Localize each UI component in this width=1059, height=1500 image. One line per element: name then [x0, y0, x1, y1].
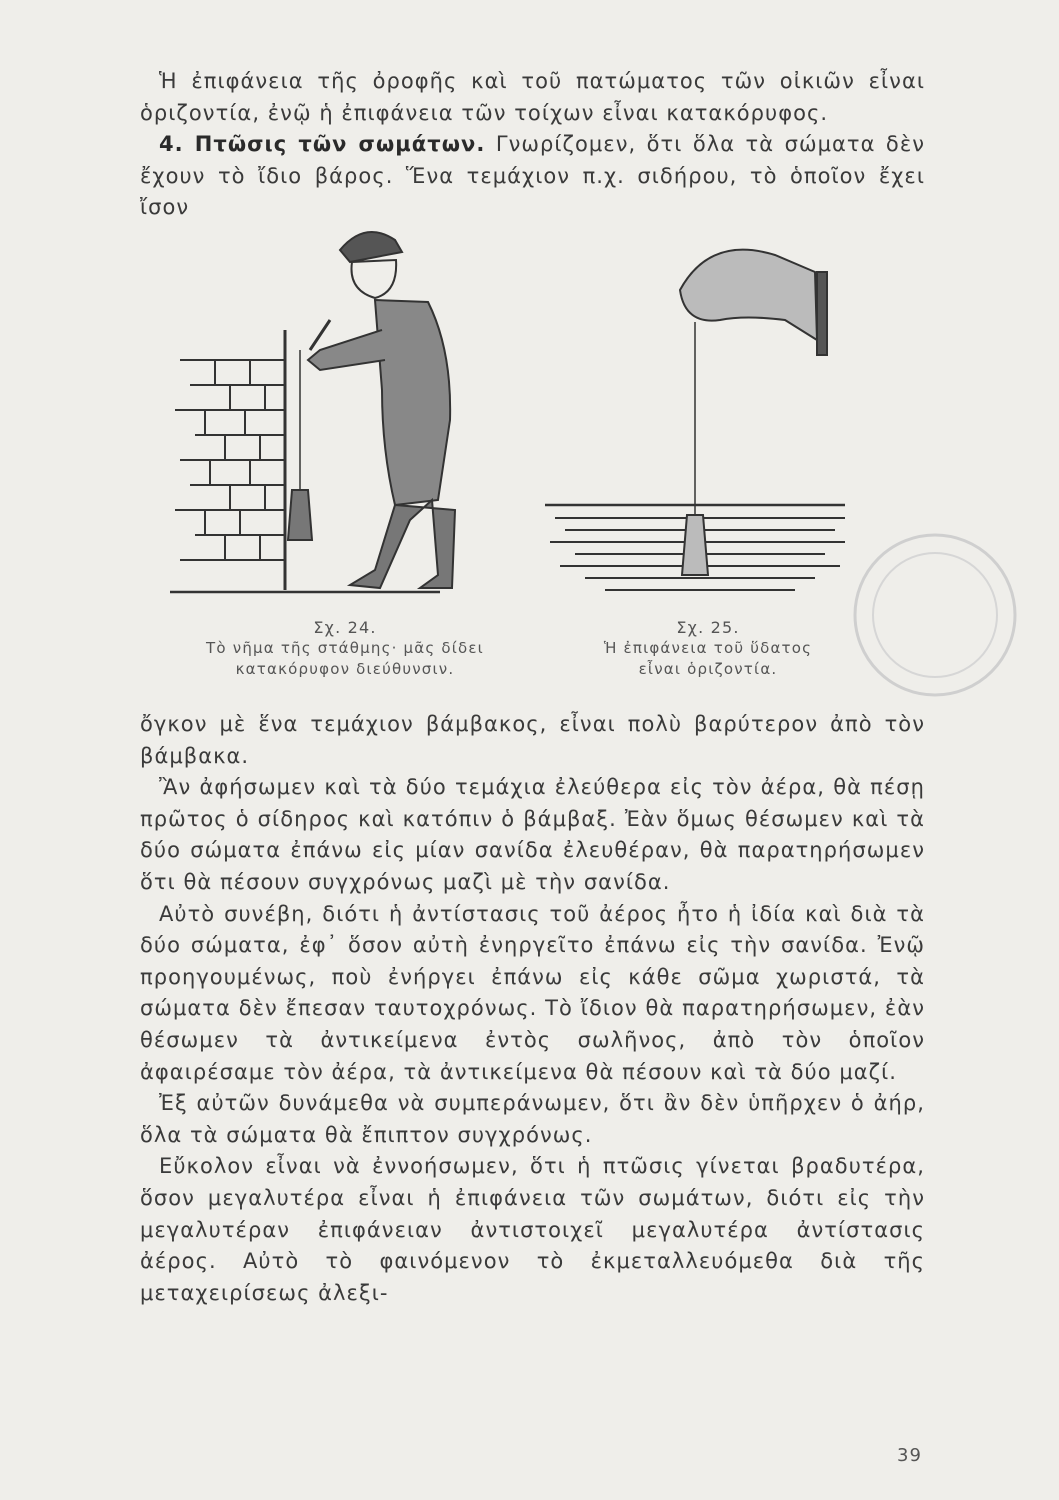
library-stamp: [835, 515, 1035, 715]
figure-25-caption-line2: εἶναι ὁριζοντία.: [638, 660, 778, 678]
paragraph-air-resistance: Αὐτὸ συνέβη, διότι ἡ ἀντίστασις τοῦ ἀέρος ἦτο ἡ ἰδία καὶ διὰ τὰ δύο σώματα, ἐφ᾽ ὅσον αὐτὴ ἐνηργεῖτο ἐπάνω εἰς τὴν σανίδα. Ἐνῷ προηγουμένως, ποὺ ἐνήργει ἐπάνω εἰς κάθε σῶμα χωριστά, τὰ σώματα δὲν ἔπεσαν ταυτοχρόνως. Τὸ ἴδιον θὰ παρατηρήσωμεν, ἐὰν θέσωμεν τὰ ἀντικείμενα ἐντὸς σωλῆνος, ἀπὸ τὸν ὁποῖον ἀφαιρέσαμε τὸν ἀέρα, τὰ ἀντικείμενα θὰ πέσουν καὶ τὰ δύο μαζί.: [140, 901, 925, 1084]
top-text-block: [140, 66, 925, 224]
paragraph-continuation: ὄγκον μὲ ἕνα τεμάχιον βάμβακος, εἶναι πολὺ βαρύτερον ἀπὸ τὸν βάμβακα.: [140, 712, 925, 768]
figure-24-number: Σχ. 24.: [313, 618, 377, 637]
section-heading: 4. Πτῶσις τῶν σωμάτων.: [159, 132, 486, 157]
figure-25-number: Σχ. 25.: [676, 618, 740, 637]
paragraph-iron-cotton: Ἂν ἀφήσωμεν καὶ τὰ δύο τεμάχια ἐλεύθερα εἰς τὸν ἀέρα, θὰ πέσῃ πρῶτος ὁ σίδηρος καὶ κατόπιν ὁ βάμβαξ. Ἐὰν ὅμως θέσωμεν καὶ τὰ δύο σώματα ἐπάνω εἰς μίαν σανίδα ἐλευθέραν, θὰ παρατηρήσωμεν ὅτι θὰ πέσουν συγχρόνως μαζὶ μὲ τὴν σανίδα.: [140, 775, 925, 894]
figure-24-caption: [165, 617, 525, 680]
page-number: 39: [897, 1445, 922, 1466]
figure-25-caption: [568, 617, 848, 680]
plumb-line-illustration: [170, 220, 460, 610]
paragraph-surface-area: Εὔκολον εἶναι νὰ ἐννοήσωμεν, ὅτι ἡ πτῶσις γίνεται βραδυτέρα, ὅσον μεγαλυτέρα εἶναι ἡ ἐπιφάνεια τῶν σωμάτων, διότι εἰς τὴν μεγαλυτέραν ἐπιφάνειαν ἀντιστοιχεῖ μεγαλυτέρα ἀντίστασις ἀέρος. Αὐτὸ τὸ φαινόμενον τὸ ἐκμεταλλευόμεθα διὰ τῆς μεταχειρίσεως ἀλεξι-: [140, 1154, 925, 1305]
figure-24-caption-line1: Τὸ νῆμα τῆς στάθμης· μᾶς δίδει: [206, 639, 484, 657]
bottom-text-block: [140, 709, 925, 1309]
paragraph-fall-of-bodies: [140, 129, 925, 224]
water-surface-illustration: [545, 230, 855, 595]
figure-25-caption-line1: Ἡ ἐπιφάνεια τοῦ ὕδατος: [603, 639, 813, 657]
paragraph-surfaces: Ἡ ἐπιφάνεια τῆς ὀροφῆς καὶ τοῦ πατώματος τῶν οἰκιῶν εἶναι ὁριζοντία, ἐνῷ ἡ ἐπιφάνεια τῶν τοίχων εἶναι κατακόρυφος.: [140, 69, 925, 125]
paragraph-conclusion: Ἐξ αὐτῶν δυνάμεθα νὰ συμπεράνωμεν, ὅτι ἂν δὲν ὑπῆρχεν ὁ ἀήρ, ὅλα τὰ σώματα θὰ ἔπιπτον συγχρόνως.: [140, 1091, 925, 1147]
section-intro-text: Γνωρίζομεν, ὅτι ὅλα τὰ σώματα δὲν ἔχουν τὸ ἴδιο βάρος. Ἕνα τεμάχιον π.χ. σιδήρου, τὸ ὁποῖον ἔχει ἴσον: [140, 132, 925, 220]
figure-24-caption-line2: κατακόρυφον διεύθυνσιν.: [235, 660, 455, 678]
